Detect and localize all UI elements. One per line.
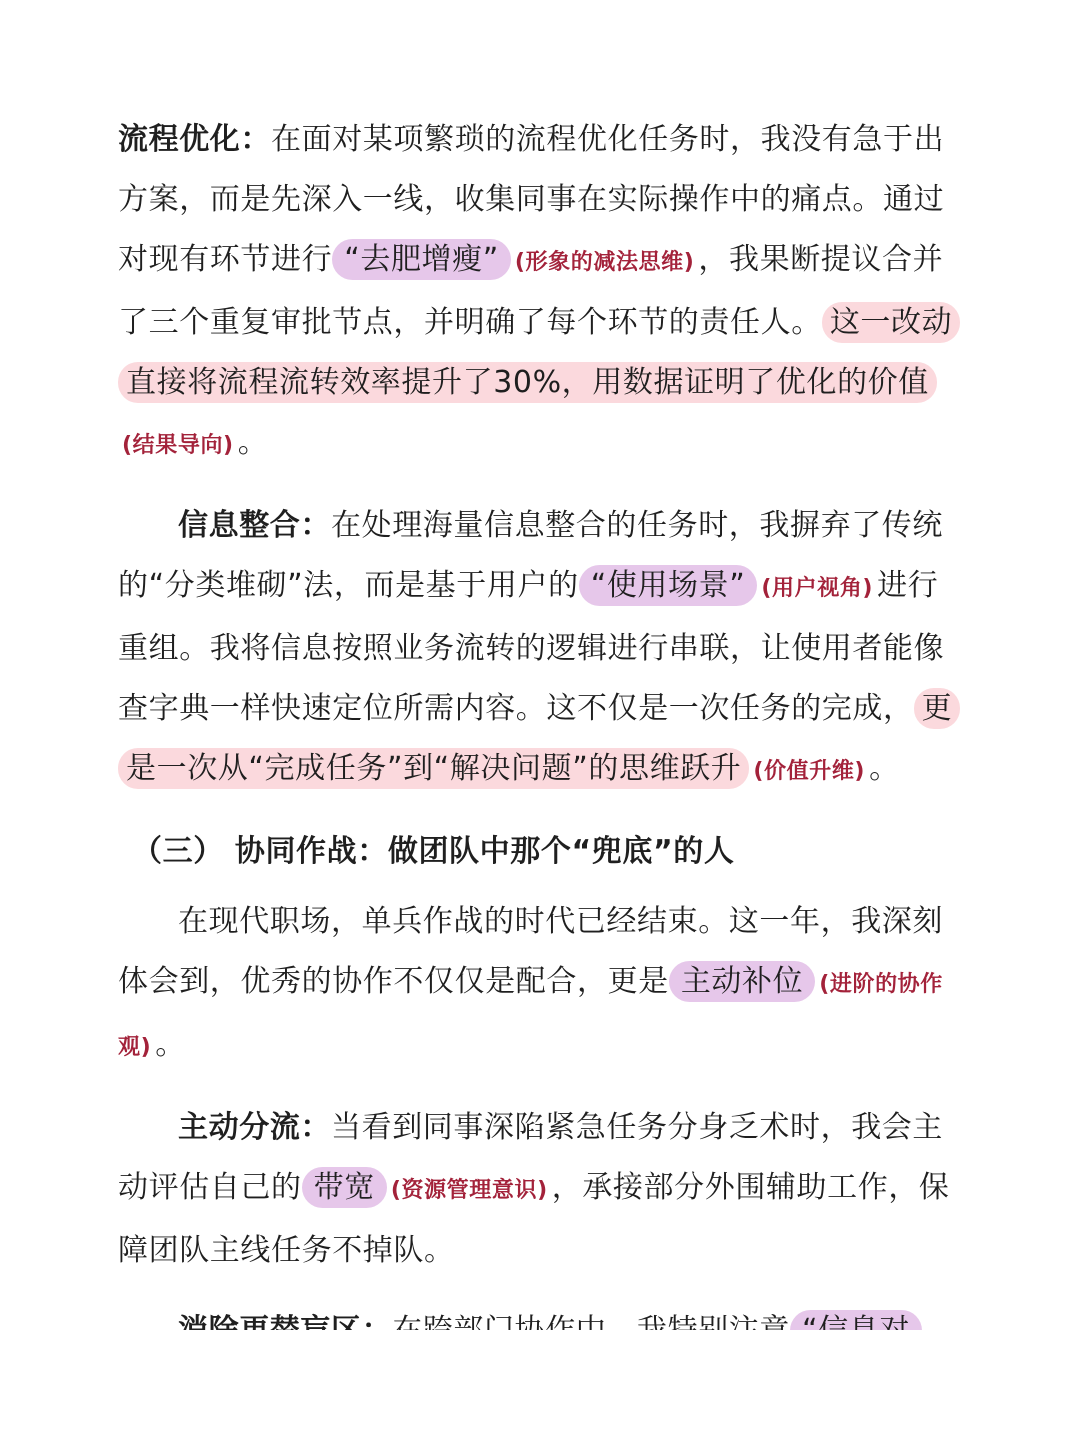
highlighted-sentence: 更是一次从“完成任务”到“解决问题”的思维跃升 xyxy=(118,688,960,789)
keyword-pill: “使用场景” xyxy=(579,565,758,606)
page-bottom-cutoff xyxy=(0,1330,1080,1440)
paragraph-process-optimization xyxy=(118,110,966,476)
paragraph-text: 。 xyxy=(869,751,900,786)
paragraph-text: 。 xyxy=(237,425,269,460)
paragraph-active-diversion xyxy=(118,1098,966,1281)
annotation-note: (形象的减法思维) xyxy=(514,250,695,275)
paragraph-text: 。 xyxy=(155,1027,186,1062)
highlighted-sentence: 这一改动直接将流程流转效率提升了30%，用数据证明了优化的价值 xyxy=(118,302,960,403)
paragraph-text: 进行重组。我将信息按照业务流转的逻辑进行串联，让使用者能像查字典一样快速定位所需内容。这不仅是一次任务的完成， xyxy=(118,568,945,726)
keyword-pill: 带宽 xyxy=(302,1167,387,1208)
annotation-note: (进阶的协作观) xyxy=(118,972,943,1060)
paragraph-label: 主动分流： xyxy=(178,1110,331,1145)
keyword-pill: “去肥增瘦” xyxy=(332,239,511,280)
paragraph-text: 当看到同事深陷紧急任务分身乏术时，我会主动评估自己的 xyxy=(118,1110,943,1205)
paragraph-text: ，承接部分外围辅助工作，保障团队主线任务不掉队。 xyxy=(118,1170,950,1268)
paragraph-text: 在处理海量信息整合的任务时，我摒弃了传统的“分类堆砌”法，而是基于用户的 xyxy=(118,508,943,603)
annotation-note: (资源管理意识) xyxy=(390,1178,548,1203)
paragraph-label: 信息整合： xyxy=(178,508,331,543)
annotation-note: (价值升维) xyxy=(753,759,866,784)
paragraph-collaboration-intro xyxy=(118,892,966,1078)
annotation-note: (用户视角) xyxy=(761,576,874,601)
paragraph-label: 流程优化： xyxy=(118,122,271,157)
section-heading: （三） 协同作战：做团队中那个“兜底”的人 xyxy=(132,834,735,869)
paragraph-text: ，我果断提议合并了三个重复审批节点，并明确了每个环节的责任人。 xyxy=(118,242,944,340)
keyword-pill: 主动补位 xyxy=(669,961,815,1002)
paragraph-info-integration xyxy=(118,496,966,802)
annotation-note: (结果导向) xyxy=(122,433,234,458)
paragraph-text: 在面对某项繁琐的流程优化任务时，我没有急于出方案，而是先深入一线，收集同事在实际操作中的痛点。通过对现有环节进行 xyxy=(118,122,945,277)
document-body xyxy=(118,110,966,1421)
paragraph-text: 在现代职场，单兵作战的时代已经结束。这一年，我深刻体会到，优秀的协作不仅仅是配合，更是 xyxy=(118,904,943,999)
